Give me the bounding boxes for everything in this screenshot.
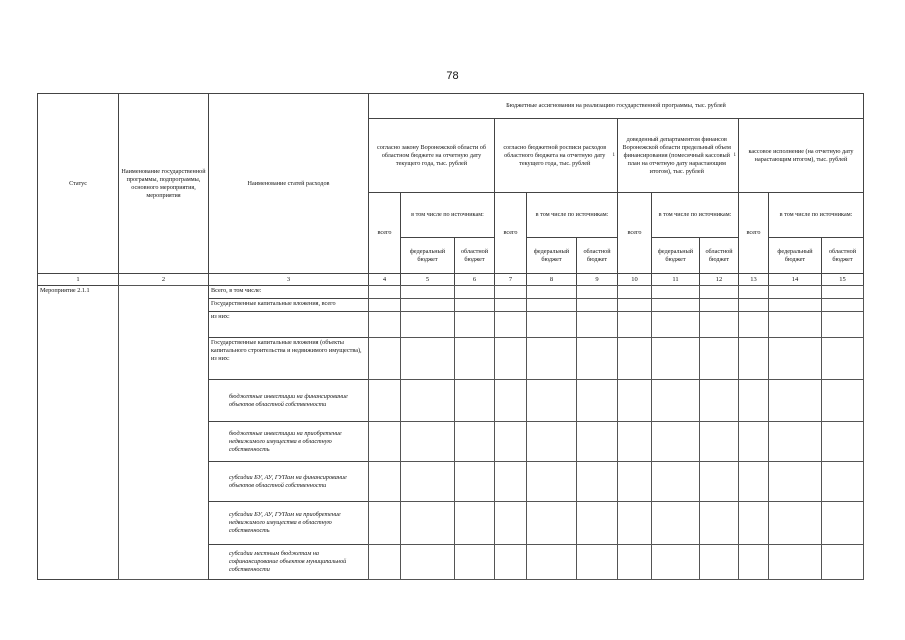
header-incl-sources-2: в том числе по источникам: [526, 192, 618, 238]
table-cell [651, 461, 700, 502]
header-incl-sources-1: в том числе по источникам: [400, 192, 495, 238]
table-cell [494, 311, 527, 338]
table-cell [494, 544, 527, 580]
expense-row-label: из них: [208, 311, 369, 338]
header-group3 [617, 118, 739, 193]
footnote-marker: 1 [612, 152, 615, 158]
table-cell [454, 298, 495, 312]
column-number-12: 12 [699, 273, 739, 286]
table-cell [738, 501, 769, 545]
table-cell [494, 501, 527, 545]
table-cell [368, 285, 401, 299]
header-regional-2: областной бюджет [576, 237, 618, 274]
table-cell [576, 421, 618, 462]
column-number-6: 6 [454, 273, 495, 286]
header-group2 [494, 118, 618, 193]
table-cell [821, 544, 864, 580]
table-cell [400, 337, 455, 380]
column-number-13: 13 [738, 273, 769, 286]
table-cell [738, 379, 769, 422]
table-cell [651, 421, 700, 462]
header-group2-text: согласно бюджетной росписи расходов областного бюджета на отчетную дату текущего года, тыс. рублей [503, 143, 607, 167]
header-group4 [738, 118, 864, 193]
expense-row-label: субсидии местным бюджетам на софинансирование объектов муниципальной собственности [208, 544, 369, 580]
table-cell [400, 285, 455, 299]
table-cell [821, 379, 864, 422]
table-cell [617, 337, 652, 380]
expense-row-label: бюджетные инвестиции на приобретение недвижимого имущества в областную собственность [208, 421, 369, 462]
table-cell [526, 379, 577, 422]
header-total-2: всего [494, 192, 527, 274]
table-cell [494, 285, 527, 299]
table-cell [651, 311, 700, 338]
table-cell [738, 285, 769, 299]
table-cell [738, 421, 769, 462]
table-cell [494, 298, 527, 312]
header-status: Статус [37, 93, 119, 274]
table-cell [400, 311, 455, 338]
table-cell [768, 337, 822, 380]
table-cell [368, 379, 401, 422]
table-cell [699, 421, 739, 462]
table-cell [368, 501, 401, 545]
column-number-15: 15 [821, 273, 864, 286]
header-group3-text: доведенный департаментом финансов Воронежской области предельный объем финансирования (помесячный кассовый план на отчетную дату нарастающим итогом), тыс. рублей [622, 135, 731, 175]
table-cell [576, 379, 618, 422]
table-cell [821, 501, 864, 545]
status-cell: Мероприятие 2.1.1 [37, 285, 119, 580]
table-cell [576, 285, 618, 299]
table-cell [651, 544, 700, 580]
table-cell [821, 298, 864, 312]
column-number-10: 10 [617, 273, 652, 286]
table-cell [576, 298, 618, 312]
table-cell [526, 461, 577, 502]
table-cell [576, 544, 618, 580]
table-cell [526, 501, 577, 545]
table-cell [400, 298, 455, 312]
header-federal-1: федеральный бюджет [400, 237, 455, 274]
table-cell [651, 501, 700, 545]
table-cell [454, 285, 495, 299]
table-cell [617, 544, 652, 580]
table-cell [526, 421, 577, 462]
table-cell [617, 379, 652, 422]
table-cell [526, 311, 577, 338]
table-cell [454, 501, 495, 545]
column-number-11: 11 [651, 273, 700, 286]
table-cell [617, 461, 652, 502]
header-group1 [368, 118, 495, 193]
column-number-8: 8 [526, 273, 577, 286]
table-cell [738, 337, 769, 380]
table-cell [768, 421, 822, 462]
header-expense-name: Наименование статей расходов [208, 93, 369, 274]
table-cell [368, 544, 401, 580]
table-cell [738, 298, 769, 312]
table-cell [699, 501, 739, 545]
header-total-3: всего [617, 192, 652, 274]
column-number-3: 3 [208, 273, 369, 286]
header-regional-4: областной бюджет [821, 237, 864, 274]
header-incl-sources-3: в том числе по источникам: [651, 192, 739, 238]
column-number-1: 1 [37, 273, 119, 286]
column-number-2: 2 [118, 273, 209, 286]
header-regional-3: областной бюджет [699, 237, 739, 274]
table-cell [738, 311, 769, 338]
table-cell [651, 379, 700, 422]
header-budget-group: Бюджетные ассигнования на реализацию государственной программы, тыс. рублей [368, 93, 864, 119]
expense-row-label: Государственные капитальные вложения (объекты капитального строительства и недвижимого имущества), из них: [208, 337, 369, 380]
budget-table [37, 93, 863, 579]
table-cell [699, 379, 739, 422]
table-cell [768, 544, 822, 580]
table-cell [617, 285, 652, 299]
table-cell [651, 337, 700, 380]
table-cell [526, 285, 577, 299]
table-cell [617, 501, 652, 545]
table-cell [821, 337, 864, 380]
table-cell [576, 501, 618, 545]
table-cell [699, 285, 739, 299]
header-program-name: Наименование государственной программы, подпрограммы, основного мероприятия, мероприятия [118, 93, 209, 274]
header-group4-text: кассовое исполнение (на отчетную дату нарастающим итогом), тыс. рублей [748, 147, 854, 163]
column-number-9: 9 [576, 273, 618, 286]
column-number-5: 5 [400, 273, 455, 286]
table-cell [821, 461, 864, 502]
table-cell [526, 298, 577, 312]
table-cell [494, 337, 527, 380]
table-cell [368, 461, 401, 502]
table-cell [821, 285, 864, 299]
header-total-4: всего [738, 192, 769, 274]
column-number-7: 7 [494, 273, 527, 286]
table-cell [617, 311, 652, 338]
table-cell [526, 337, 577, 380]
expense-row-label: субсидии БУ, АУ, ГУПам на финансирование объектов областной собственности [208, 461, 369, 502]
table-cell [768, 298, 822, 312]
table-cell [821, 311, 864, 338]
expense-row-label: бюджетные инвестиции на финансирование объектов областной собственности [208, 379, 369, 422]
table-cell [768, 285, 822, 299]
table-cell [738, 461, 769, 502]
table-cell [400, 379, 455, 422]
header-federal-2: федеральный бюджет [526, 237, 577, 274]
column-number-14: 14 [768, 273, 822, 286]
footnote-marker: 1 [733, 152, 736, 158]
table-cell [454, 311, 495, 338]
table-cell [454, 544, 495, 580]
header-total-1: всего [368, 192, 401, 274]
table-cell [699, 311, 739, 338]
header-federal-4: федеральный бюджет [768, 237, 822, 274]
table-cell [400, 501, 455, 545]
table-cell [617, 298, 652, 312]
expense-row-label: Государственные капитальные вложения, всего [208, 298, 369, 312]
table-cell [454, 379, 495, 422]
table-cell [576, 337, 618, 380]
table-cell [400, 421, 455, 462]
table-cell [738, 544, 769, 580]
page-number: 78 [446, 70, 459, 82]
table-cell [821, 421, 864, 462]
header-federal-3: федеральный бюджет [651, 237, 700, 274]
table-cell [368, 311, 401, 338]
table-cell [576, 461, 618, 502]
table-cell [454, 461, 495, 502]
table-cell [494, 421, 527, 462]
table-cell [699, 544, 739, 580]
table-cell [400, 544, 455, 580]
table-cell [368, 337, 401, 380]
table-cell [526, 544, 577, 580]
header-group1-text: согласно закону Воронежской области об областном бюджете на отчетную дату текущего года, тыс. рублей [376, 143, 486, 167]
table-cell [651, 298, 700, 312]
table-cell [768, 379, 822, 422]
table-cell [454, 421, 495, 462]
table-cell [368, 421, 401, 462]
table-cell [576, 311, 618, 338]
table-cell [768, 501, 822, 545]
table-cell [651, 285, 700, 299]
table-cell [454, 337, 495, 380]
table-cell [699, 461, 739, 502]
header-regional-1: областной бюджет [454, 237, 495, 274]
column-number-4: 4 [368, 273, 401, 286]
expense-row-label: субсидии БУ, АУ, ГУПам на приобретение недвижимого имущества в областную собственность [208, 501, 369, 545]
table-cell [617, 421, 652, 462]
table-cell [400, 461, 455, 502]
table-cell [699, 298, 739, 312]
expense-row-label: Всего, в том числе: [208, 285, 369, 299]
table-cell [494, 379, 527, 422]
program-name-cell [118, 285, 209, 580]
table-cell [368, 298, 401, 312]
header-incl-sources-4: в том числе по источникам: [768, 192, 864, 238]
table-cell [699, 337, 739, 380]
table-cell [768, 461, 822, 502]
table-cell [768, 311, 822, 338]
table-cell [494, 461, 527, 502]
